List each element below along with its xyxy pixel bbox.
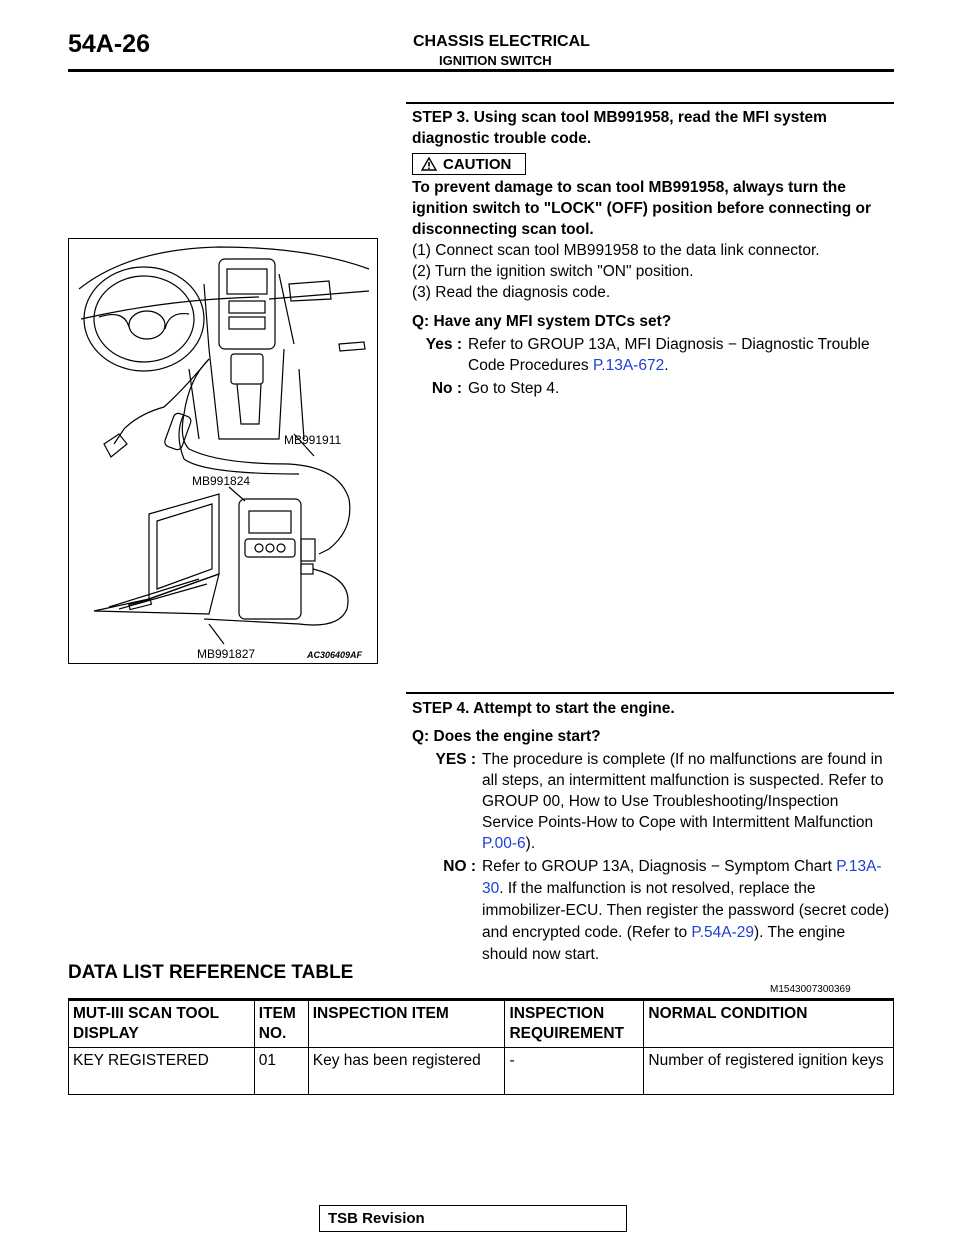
- no-text-2: . If the malfunction is not resolved, replace the immobilizer-ECU. Then register the password (secret code) and encrypted code. (Refer to: [482, 880, 890, 941]
- step4-no-answer: [412, 856, 894, 966]
- no-text-3: ). The engine should now start.: [482, 924, 846, 963]
- step3-substep-3: (3) Read the diagnosis code.: [412, 284, 611, 301]
- yes-end: .: [664, 357, 669, 374]
- yes-label: Yes :: [425, 336, 462, 353]
- table-header-cell: INSPECTION ITEM: [308, 1001, 505, 1048]
- step4-block: [412, 698, 894, 966]
- figure-code: AC306409AF: [307, 650, 363, 660]
- table-row: [69, 1048, 894, 1095]
- no-label: NO :: [443, 858, 476, 875]
- step3-no-answer: [412, 378, 894, 399]
- data-list-code: M1543007300369: [770, 984, 851, 995]
- data-list-table: [68, 1000, 894, 1095]
- scan-tool-connection-figure: [68, 238, 378, 664]
- warning-triangle-icon: [421, 157, 437, 171]
- table-header-row: [69, 1001, 894, 1048]
- step4-heading: STEP 4. Attempt to start the engine.: [412, 700, 675, 717]
- section-title: CHASSIS ELECTRICAL: [413, 33, 590, 50]
- label-mb991824: MB991824: [192, 474, 251, 488]
- step3-rule: [406, 102, 894, 104]
- label-mb991911: MB991911: [284, 433, 342, 447]
- step4-question: Q: Does the engine start?: [412, 728, 601, 745]
- link-p13a-672[interactable]: P.13A-672: [592, 357, 665, 374]
- step3-substep-1: (1) Connect scan tool MB991958 to the data link connector.: [412, 242, 820, 259]
- yes-text: Refer to GROUP 13A, MFI Diagnosis − Diagnostic Trouble Code Procedures: [468, 336, 870, 374]
- no-text: Go to Step 4.: [468, 380, 560, 397]
- table-header-cell: ITEM NO.: [254, 1001, 308, 1048]
- link-p00-6[interactable]: P.00-6: [482, 835, 526, 852]
- caution-label: CAUTION: [443, 155, 512, 173]
- step3-heading: STEP 3. Using scan tool MB991958, read the MFI system diagnostic trouble code.: [412, 109, 827, 147]
- yes-text: The procedure is complete (If no malfunctions are found in all steps, an intermittent malfunction is suspected. Refer to GROUP 00, How to Use Troubleshooting/Inspection Service Points-How to Cope with Intermittent Malfunction: [482, 751, 884, 831]
- yes-end: ).: [525, 835, 536, 852]
- step3-block: [412, 107, 894, 399]
- table-cell: 01: [254, 1048, 308, 1095]
- data-list-title: DATA LIST REFERENCE TABLE: [68, 962, 354, 983]
- link-p54a-29[interactable]: P.54A-29: [691, 924, 755, 941]
- step3-substep-2: (2) Turn the ignition switch "ON" position.: [412, 263, 694, 280]
- table-cell: Number of registered ignition keys: [644, 1048, 894, 1095]
- table-header-cell: INSPECTION REQUIREMENT: [505, 1001, 644, 1048]
- caution-text: To prevent damage to scan tool MB991958, always turn the ignition switch to "LOCK" (OFF) position before connecting or disconnecting scan tool.: [412, 179, 871, 238]
- header-rule: [68, 69, 894, 72]
- table-cell: KEY REGISTERED: [69, 1048, 255, 1095]
- link-p13a-30[interactable]: P.13A-30: [482, 858, 882, 897]
- section-subtitle: IGNITION SWITCH: [439, 53, 552, 68]
- tsb-revision-box: [319, 1205, 627, 1232]
- table-header-cell: MUT-III SCAN TOOL DISPLAY: [69, 1001, 255, 1048]
- step3-yes-answer: [412, 334, 894, 376]
- label-mb991827: MB991827: [197, 647, 256, 661]
- table-cell: Key has been registered: [308, 1048, 505, 1095]
- dashboard-scan-tool-illustration: [69, 239, 377, 663]
- no-label: No :: [431, 380, 462, 397]
- no-text-1: Refer to GROUP 13A, Diagnosis − Symptom Chart: [482, 858, 837, 875]
- page-number: 54A-26: [68, 30, 150, 58]
- step4-yes-answer: [412, 749, 894, 854]
- table-header-cell: NORMAL CONDITION: [644, 1001, 894, 1048]
- table-cell: -: [505, 1048, 644, 1095]
- step3-question: Q: Have any MFI system DTCs set?: [412, 313, 672, 330]
- step4-rule: [406, 692, 894, 694]
- caution-badge: [412, 153, 526, 175]
- yes-label: YES :: [435, 751, 476, 768]
- tsb-revision-label: TSB Revision: [328, 1210, 425, 1227]
